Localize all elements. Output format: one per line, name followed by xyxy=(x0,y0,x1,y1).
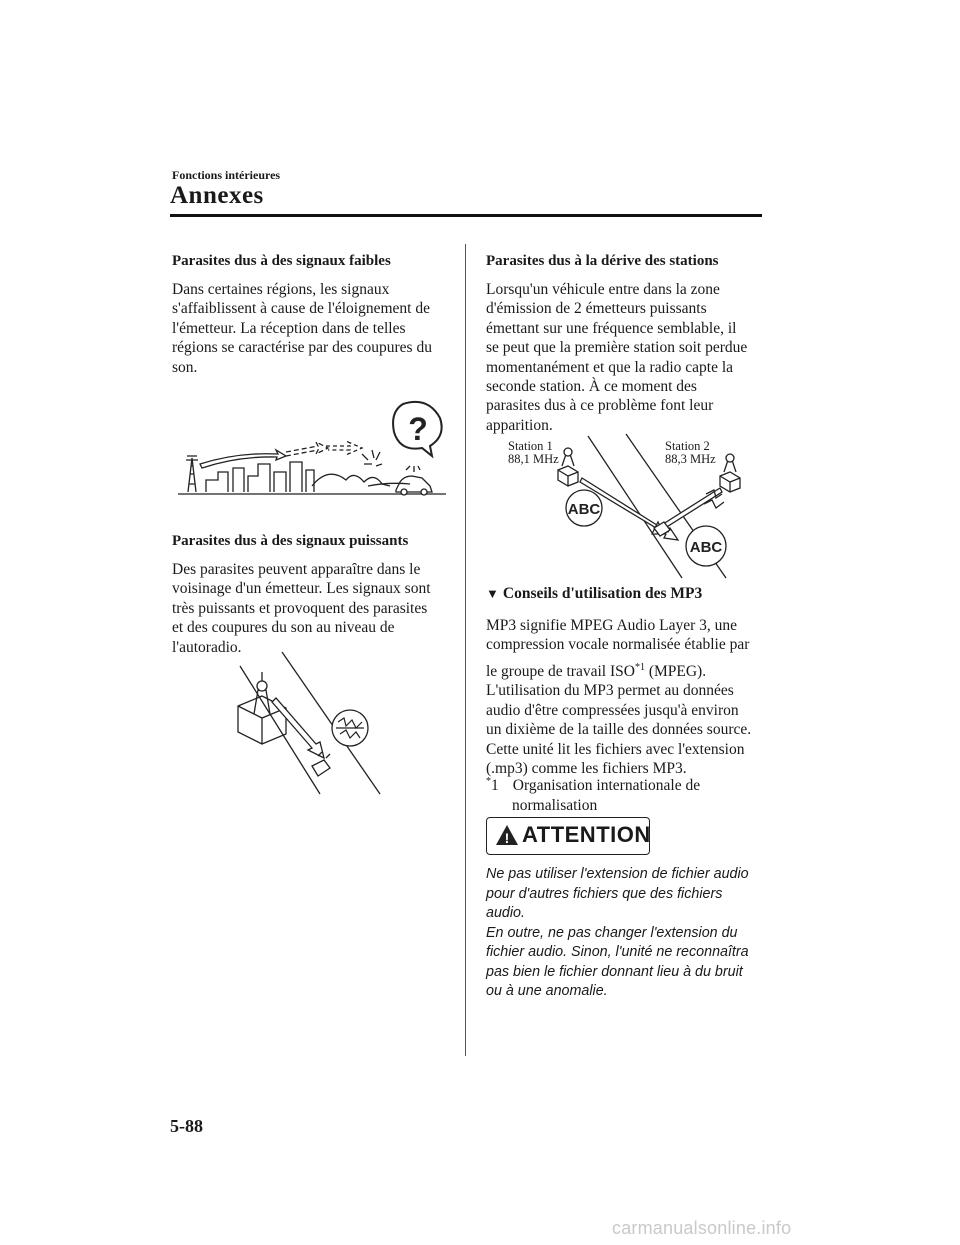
text-line: régions se caractérise par des coupures du xyxy=(172,339,432,357)
question-icon: ? xyxy=(408,411,428,447)
text-line: Lorsqu'un véhicule entre dans la zone xyxy=(486,281,720,298)
text-line: l'autoradio. xyxy=(172,638,242,656)
text-line: pas bien le fichier donnant lieu à du bruit xyxy=(486,963,743,980)
station-drift-figure xyxy=(540,430,760,580)
text-line: l'émetteur. La réception dans de telles xyxy=(172,319,406,337)
warning-icon xyxy=(495,824,519,846)
column-divider xyxy=(465,244,466,1056)
text-line: Ne pas utiliser l'extension de fichier audio xyxy=(486,866,749,882)
strong-signal-heading: Parasites dus à des signaux puissants xyxy=(172,533,409,549)
text-line: émettant sur une fréquence semblable, il xyxy=(486,319,737,337)
watermark: carmanualsonline.info xyxy=(612,1218,792,1238)
page-number: 5-88 xyxy=(170,1116,203,1136)
weak-signal-heading: Parasites dus à des signaux faibles xyxy=(172,253,391,269)
station2-label: Station 2 88,3 MHz xyxy=(665,439,716,466)
footnote-ref: *1 xyxy=(634,661,645,673)
text-line: seconde station. À ce moment des xyxy=(486,378,697,396)
text-line: ou à une anomalie. xyxy=(486,983,608,999)
section-label: Fonctions intérieures xyxy=(172,168,281,182)
text-line: son. xyxy=(172,358,198,376)
text-line: se peut que la première station soit perdue xyxy=(486,339,748,357)
text-line: pour d'autres fichiers que des fichiers audio. xyxy=(486,885,723,921)
text-line: voisinage d'un émetteur. Les signaux sont xyxy=(172,580,431,598)
triangle-down-icon: ▼ xyxy=(486,586,499,601)
text-line: apparition. xyxy=(486,416,553,434)
text-line: s'affaiblissent à cause de l'éloignement de xyxy=(172,300,430,318)
svg-text:ABC: ABC xyxy=(689,539,723,556)
text-line: audio d'être compressées jusqu'à environ xyxy=(486,701,739,719)
strong-signal-figure xyxy=(232,648,382,796)
weak-signal-figure xyxy=(178,400,446,500)
footnote: *1 Organisation internationale de normalisation xyxy=(486,776,701,814)
text-line: Cette unité lit les fichiers avec l'extension xyxy=(486,740,745,758)
mp3-text xyxy=(486,616,771,778)
svg-text:ABC: ABC xyxy=(567,501,601,518)
text-line: fichier audio. Sinon, l'unité ne reconnaîtra xyxy=(486,944,749,960)
mp3-heading: ▼ Conseils d'utilisation des MP3 xyxy=(486,585,703,602)
text-line: MP3 signifie MPEG Audio Layer 3, une xyxy=(486,617,737,634)
text-line: très puissants et provoquent des parasites xyxy=(172,599,428,617)
drift-text xyxy=(486,280,771,435)
text-line: momentanément et que la radio capte la xyxy=(486,358,734,376)
chapter-title: Annexes xyxy=(170,182,264,209)
header-rule xyxy=(170,214,762,217)
text-line: d'émission de 2 émetteurs puissants xyxy=(486,300,707,318)
station1-label: Station 1 88,1 MHz xyxy=(508,439,559,466)
text-line: Des parasites peuvent apparaître dans le xyxy=(172,561,421,578)
text-line: un dixième de la taille des données source. xyxy=(486,721,752,739)
attention-text xyxy=(486,865,762,1002)
weak-signal-text xyxy=(172,280,452,377)
attention-label: ATTENTION xyxy=(522,822,651,847)
text-line: Dans certaines régions, les signaux xyxy=(172,281,390,298)
text-line: L'utilisation du MP3 permet au données xyxy=(486,682,734,700)
text-line: le groupe de travail ISO$^{*1}$ (MPEG). xyxy=(486,661,707,680)
text-line: et des coupures du son au niveau de xyxy=(172,619,395,637)
strong-signal-text xyxy=(172,560,452,657)
svg-text:!: ! xyxy=(504,830,510,846)
text-line: parasites dus à ce problème font leur xyxy=(486,397,714,415)
text-line: (.mp3) comme les fichiers MP3. xyxy=(486,760,687,777)
text-line: En outre, ne pas changer l'extension du xyxy=(486,924,738,941)
drift-heading: Parasites dus à la dérive des stations xyxy=(486,253,719,269)
text-line: compression vocale normalisée établie par xyxy=(486,636,750,654)
